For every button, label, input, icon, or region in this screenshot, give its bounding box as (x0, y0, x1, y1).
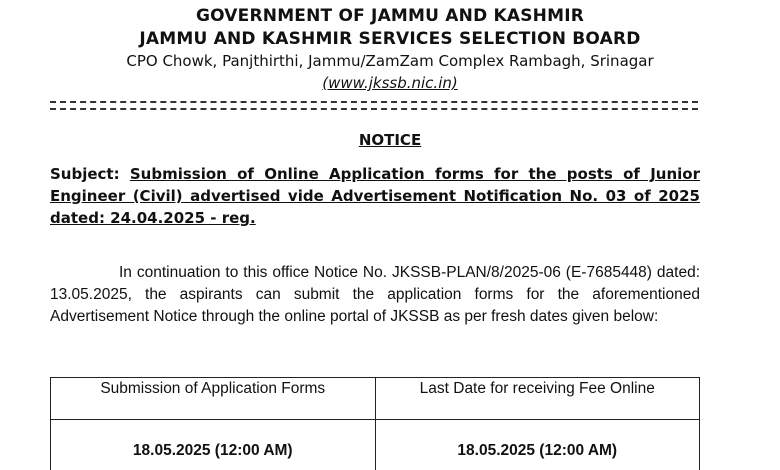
schedule-header-fee: Last Date for receiving Fee Online (375, 378, 700, 420)
header-website-line (0, 74, 780, 92)
subject-text: Submission of Online Application forms for the posts of Junior Engineer (Civil) advertised vide Advertisement Notification No. 03 of 2025 dated: 24.04.2025 - reg. (50, 165, 700, 227)
subject-block (50, 163, 700, 229)
body-paragraph: In continuation to this office Notice No. JKSSB-PLAN/8/2025-06 (E-7685448) dated: 13.05.2025, the aspirants can submit the application forms for the aforementioned Advertisement Notice through the online portal of JKSSB as per fresh dates given below: (50, 264, 700, 325)
subject-label: Subject: (50, 165, 120, 183)
schedule-header-submission: Submission of Application Forms (51, 378, 376, 420)
dashed-divider-bottom (50, 108, 698, 110)
schedule-header-row (51, 378, 700, 420)
table-row (51, 420, 700, 470)
header-address: CPO Chowk, Panjthirthi, Jammu/ZamZam Complex Rambagh, Srinagar (126, 52, 654, 70)
dashed-divider-top (50, 101, 698, 103)
notice-title-line (0, 131, 780, 149)
schedule-cell-fee-date: 18.05.2025 (12:00 AM) (375, 420, 700, 470)
header-board: JAMMU AND KASHMIR SERVICES SELECTION BOARD (139, 29, 641, 49)
header-government: GOVERNMENT OF JAMMU AND KASHMIR (195, 6, 585, 26)
header-website-link[interactable]: (www.jkssb.nic.in) (322, 74, 458, 92)
notice-title: NOTICE (358, 131, 422, 149)
schedule-cell-submission-date: 18.05.2025 (12:00 AM) (51, 420, 376, 470)
schedule-table (50, 377, 700, 470)
